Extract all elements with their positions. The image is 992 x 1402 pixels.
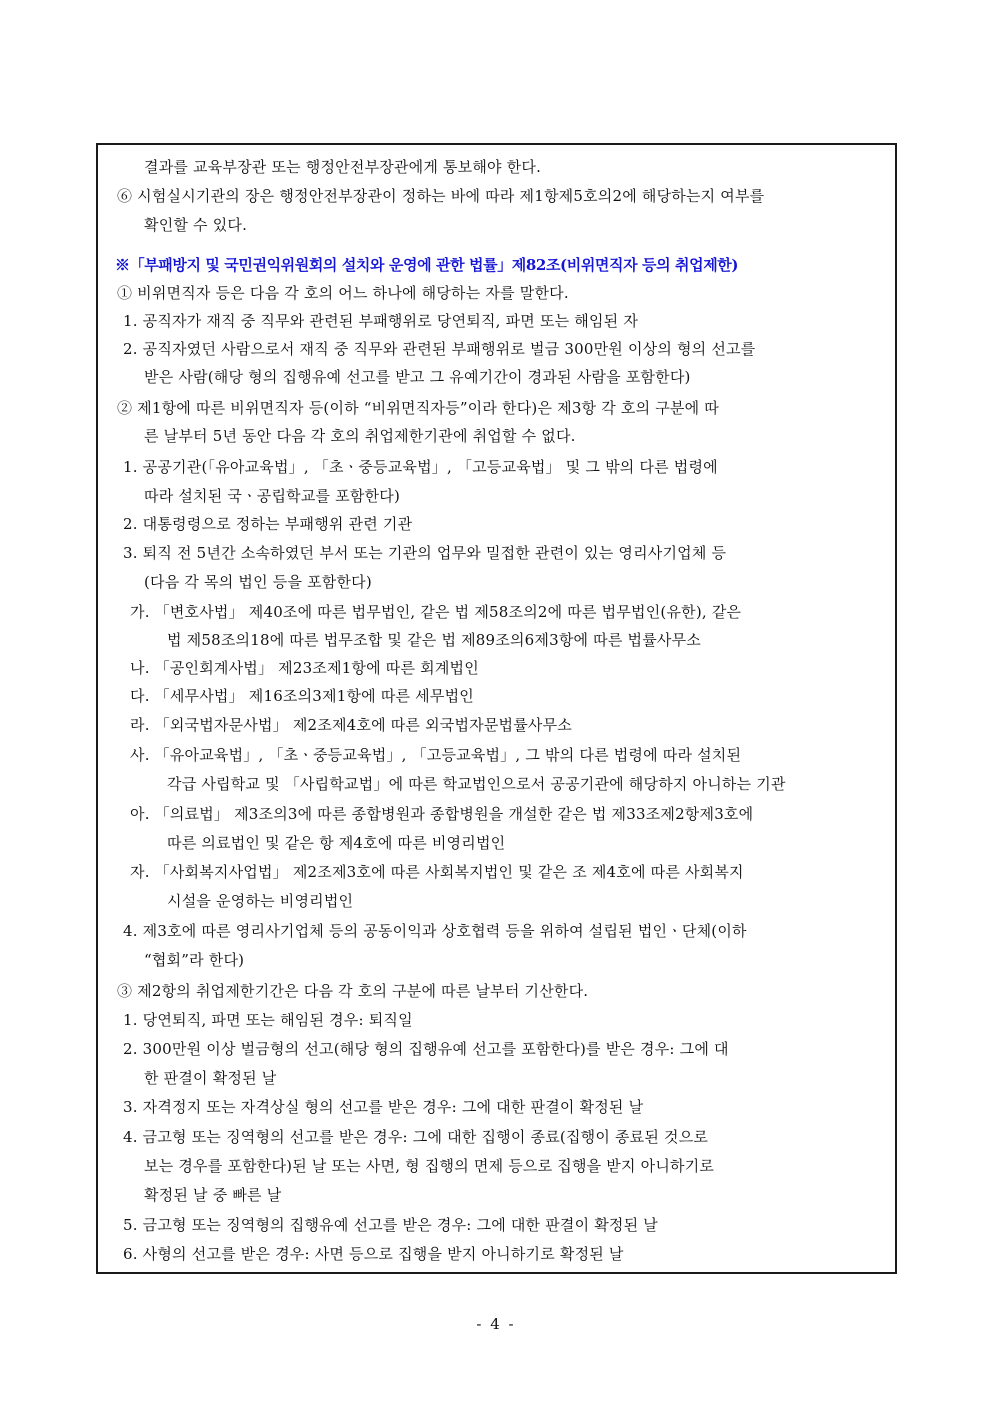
text-line: 2. 대통령령으로 정하는 부패행위 관련 기관 <box>123 515 413 533</box>
text-line: 자. 「사회복지사업법」 제2조제3호에 따른 사회복지법인 및 같은 조 제4호에 따른 사회복지 <box>130 863 744 881</box>
text-line: 확인할 수 있다. <box>144 216 248 234</box>
text-line: “협회”라 한다) <box>144 951 245 969</box>
text-line: 나. 「공인회계사법」 제23조제1항에 따른 회계법인 <box>130 659 479 677</box>
text-line: 2. 300만원 이상 벌금형의 선고(해당 형의 집행유예 선고를 포함한다)를 받은 경우: 그에 대 <box>123 1040 729 1058</box>
text-line: 1. 공공기관(「유아교육법」, 「초ㆍ중등교육법」, 「고등교육법」 및 그 밖의 다른 법령에 <box>123 458 718 476</box>
page-number: - 4 - <box>476 1315 516 1333</box>
text-line: 따라 설치된 국ㆍ공립학교를 포함한다) <box>144 487 400 505</box>
text-line: ③ 제2항의 취업제한기간은 다음 각 호의 구분에 따른 날부터 기산한다. <box>117 982 589 1000</box>
text-line: 확정된 날 중 빠른 날 <box>144 1186 282 1204</box>
text-line: ① 비위면직자 등은 다음 각 호의 어느 하나에 해당하는 자를 말한다. <box>117 284 569 302</box>
text-line: 결과를 교육부장관 또는 행정안전부장관에게 통보해야 한다. <box>144 158 542 176</box>
text-line: 1. 공직자가 재직 중 직무와 관련된 부패행위로 당연퇴직, 파면 또는 해임된 자 <box>123 312 639 330</box>
text-line: 시설을 운영하는 비영리법인 <box>167 892 354 910</box>
text-line: 보는 경우를 포함한다)된 날 또는 사면, 형 집행의 면제 등으로 집행을 받지 아니하기로 <box>144 1157 715 1175</box>
text-line: 5. 금고형 또는 징역형의 집행유예 선고를 받은 경우: 그에 대한 판결이 확정된 날 <box>123 1216 658 1234</box>
text-line: 가. 「변호사법」 제40조에 따른 법무법인, 같은 법 제58조의2에 따른 법무법인(유한), 같은 <box>130 603 742 621</box>
text-line: 다. 「세무사법」 제16조의3제1항에 따른 세무법인 <box>130 687 474 705</box>
text-line: 법 제58조의18에 따른 법무조합 및 같은 법 제89조의6제3항에 따른 법률사무소 <box>167 631 701 649</box>
text-line: 3. 자격정지 또는 자격상실 형의 선고를 받은 경우: 그에 대한 판결이 확정된 날 <box>123 1098 644 1116</box>
text-line: 2. 공직자였던 사람으로서 재직 중 직무와 관련된 부패행위로 벌금 300만원 이상의 형의 선고를 <box>123 340 756 358</box>
text-line: ⑥ 시험실시기관의 장은 행정안전부장관이 정하는 바에 따라 제1항제5호의2에 해당하는지 여부를 <box>117 187 765 205</box>
text-line: 4. 제3호에 따른 영리사기업체 등의 공동이익과 상호협력 등을 위하여 설립된 법인ㆍ단체(이하 <box>123 922 747 940</box>
text-line: 라. 「외국법자문사법」 제2조제4호에 따른 외국법자문법률사무소 <box>130 716 572 734</box>
text-line: 각급 사립학교 및 「사립학교법」에 따른 학교법인으로서 공공기관에 해당하지 아니하는 기관 <box>167 775 786 793</box>
text-line: 3. 퇴직 전 5년간 소속하였던 부서 또는 기관의 업무와 밀접한 관련이 있는 영리사기업체 등 <box>123 544 727 562</box>
text-line: (다음 각 목의 법인 등을 포함한다) <box>144 573 372 591</box>
law-heading: ※「부패방지 및 국민권익위원회의 설치와 운영에 관한 법률」제82조(비위면직자 등의 취업제한) <box>115 256 739 274</box>
text-line: 따른 의료법인 및 같은 항 제4호에 따른 비영리법인 <box>167 834 506 852</box>
text-line: ② 제1항에 따른 비위면직자 등(이하 “비위면직자등”이라 한다)은 제3항 각 호의 구분에 따 <box>117 399 719 417</box>
text-line: 아. 「의료법」 제3조의3에 따른 종합병원과 종합병원을 개설한 같은 법 제33조제2항제3호에 <box>130 805 754 823</box>
text-line: 6. 사형의 선고를 받은 경우: 사면 등으로 집행을 받지 아니하기로 확정된 날 <box>123 1245 624 1263</box>
text-line: 1. 당연퇴직, 파면 또는 해임된 경우: 퇴직일 <box>123 1011 413 1029</box>
text-line: 받은 사람(해당 형의 집행유예 선고를 받고 그 유예기간이 경과된 사람을 포함한다) <box>144 368 691 386</box>
text-line: 4. 금고형 또는 징역형의 선고를 받은 경우: 그에 대한 집행이 종료(집행이 종료된 것으로 <box>123 1128 709 1146</box>
text-line: 한 판결이 확정된 날 <box>144 1069 277 1087</box>
text-line: 른 날부터 5년 동안 다음 각 호의 취업제한기관에 취업할 수 없다. <box>144 427 576 445</box>
text-line: 사. 「유아교육법」, 「초ㆍ중등교육법」, 「고등교육법」, 그 밖의 다른 법령에 따라 설치된 <box>130 746 742 764</box>
